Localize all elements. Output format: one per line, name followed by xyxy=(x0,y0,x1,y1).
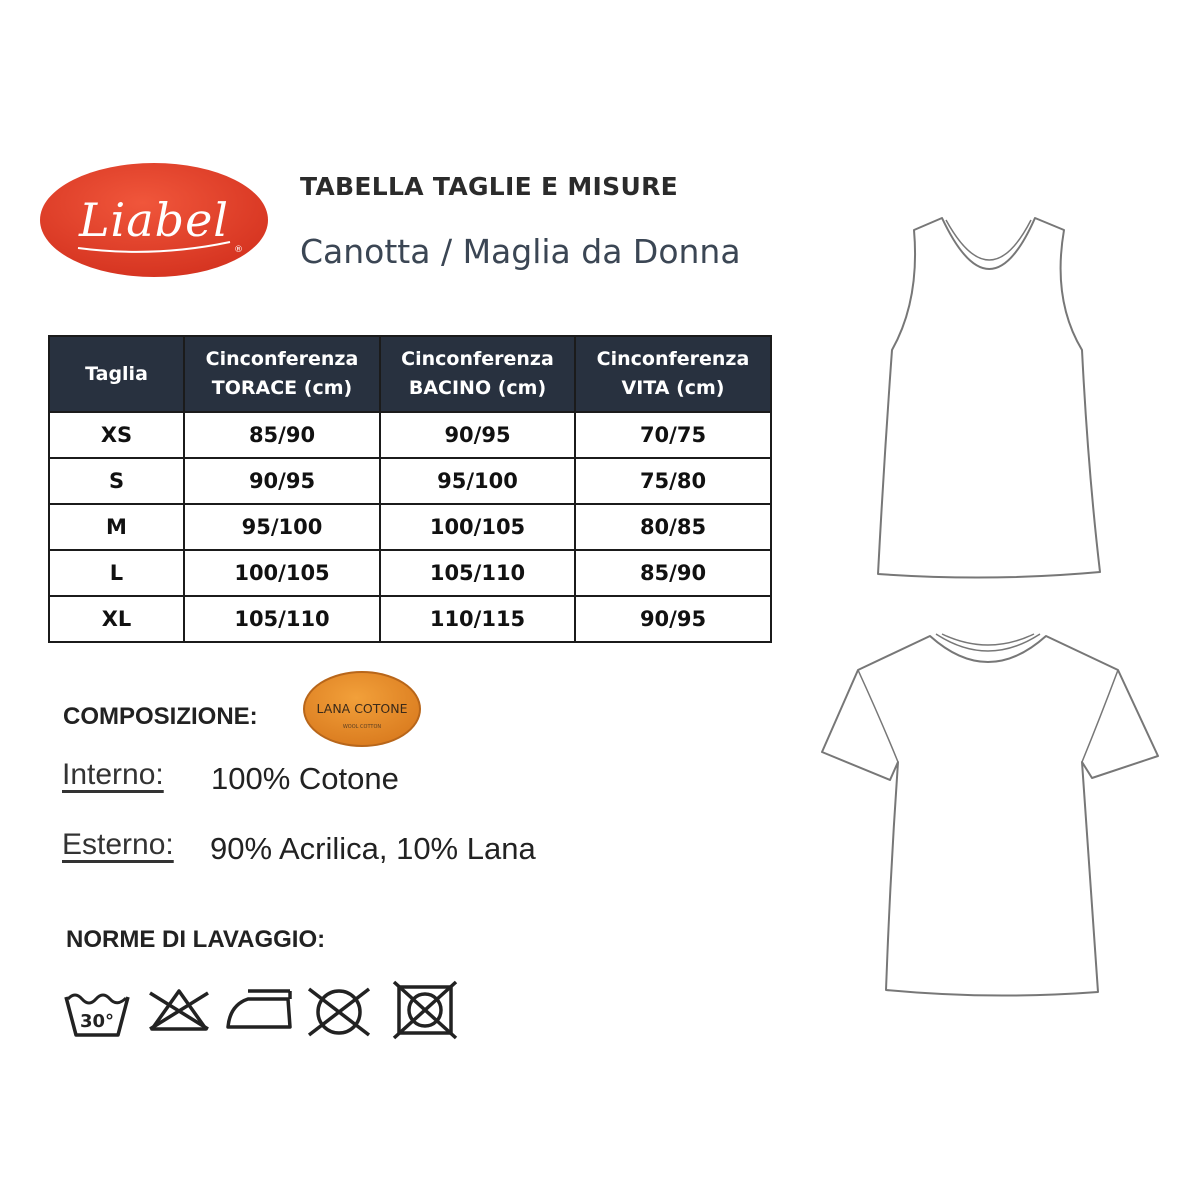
hips-cell: 110/115 xyxy=(380,596,575,642)
hips-cell: 105/110 xyxy=(380,550,575,596)
waist-cell: 80/85 xyxy=(575,504,771,550)
tank-top-outline-icon xyxy=(870,210,1110,590)
badge-text: LANA COTONE xyxy=(316,701,408,716)
size-cell: XS xyxy=(49,412,184,458)
size-cell: L xyxy=(49,550,184,596)
waist-cell: 70/75 xyxy=(575,412,771,458)
interior-value: 100% Cotone xyxy=(211,761,399,796)
table-row xyxy=(49,504,771,550)
size-cell: M xyxy=(49,504,184,550)
hips-cell: 100/105 xyxy=(380,504,575,550)
no-tumble-dry-icon xyxy=(392,980,458,1040)
chest-cell: 105/110 xyxy=(184,596,380,642)
exterior-value: 90% Acrilica, 10% Lana xyxy=(210,831,536,866)
brand-logo xyxy=(38,160,270,280)
table-row xyxy=(49,458,771,504)
interior-label: Interno: xyxy=(62,758,164,791)
registered-mark: ® xyxy=(234,245,243,255)
header-size: Taglia xyxy=(49,336,184,412)
page-title: TABELLA TAGLIE E MISURE xyxy=(300,172,678,201)
size-cell: XL xyxy=(49,596,184,642)
composition-label: COMPOSIZIONE: xyxy=(63,703,258,730)
brand-name: Liabel xyxy=(78,193,230,247)
waist-cell: 90/95 xyxy=(575,596,771,642)
chest-cell: 95/100 xyxy=(184,504,380,550)
hips-cell: 90/95 xyxy=(380,412,575,458)
wash-30-icon xyxy=(62,985,132,1041)
chest-cell: 90/95 xyxy=(184,458,380,504)
header-hips: Cinconferenza BACINO (cm) xyxy=(380,336,575,412)
hips-cell: 95/100 xyxy=(380,458,575,504)
wash-temp-label: 30° xyxy=(79,1011,115,1032)
size-table xyxy=(48,335,772,643)
table-row xyxy=(49,550,771,596)
page-subtitle: Canotta / Maglia da Donna xyxy=(300,232,741,271)
table-header-row xyxy=(49,336,771,412)
no-dry-clean-icon xyxy=(303,985,375,1039)
iron-icon xyxy=(224,985,294,1033)
header-chest: Cinconferenza TORACE (cm) xyxy=(184,336,380,412)
size-cell: S xyxy=(49,458,184,504)
badge-subtext: WOOL COTTON xyxy=(342,724,382,730)
wool-cotton-badge xyxy=(302,670,422,748)
no-bleach-icon xyxy=(146,985,212,1033)
t-shirt-outline-icon xyxy=(818,628,1162,1002)
exterior-label: Esterno: xyxy=(62,828,174,861)
table-row xyxy=(49,596,771,642)
washing-label: NORME DI LAVAGGIO: xyxy=(66,926,326,953)
table-row xyxy=(49,412,771,458)
chest-cell: 85/90 xyxy=(184,412,380,458)
waist-cell: 75/80 xyxy=(575,458,771,504)
chest-cell: 100/105 xyxy=(184,550,380,596)
waist-cell: 85/90 xyxy=(575,550,771,596)
header-waist: Cinconferenza VITA (cm) xyxy=(575,336,771,412)
